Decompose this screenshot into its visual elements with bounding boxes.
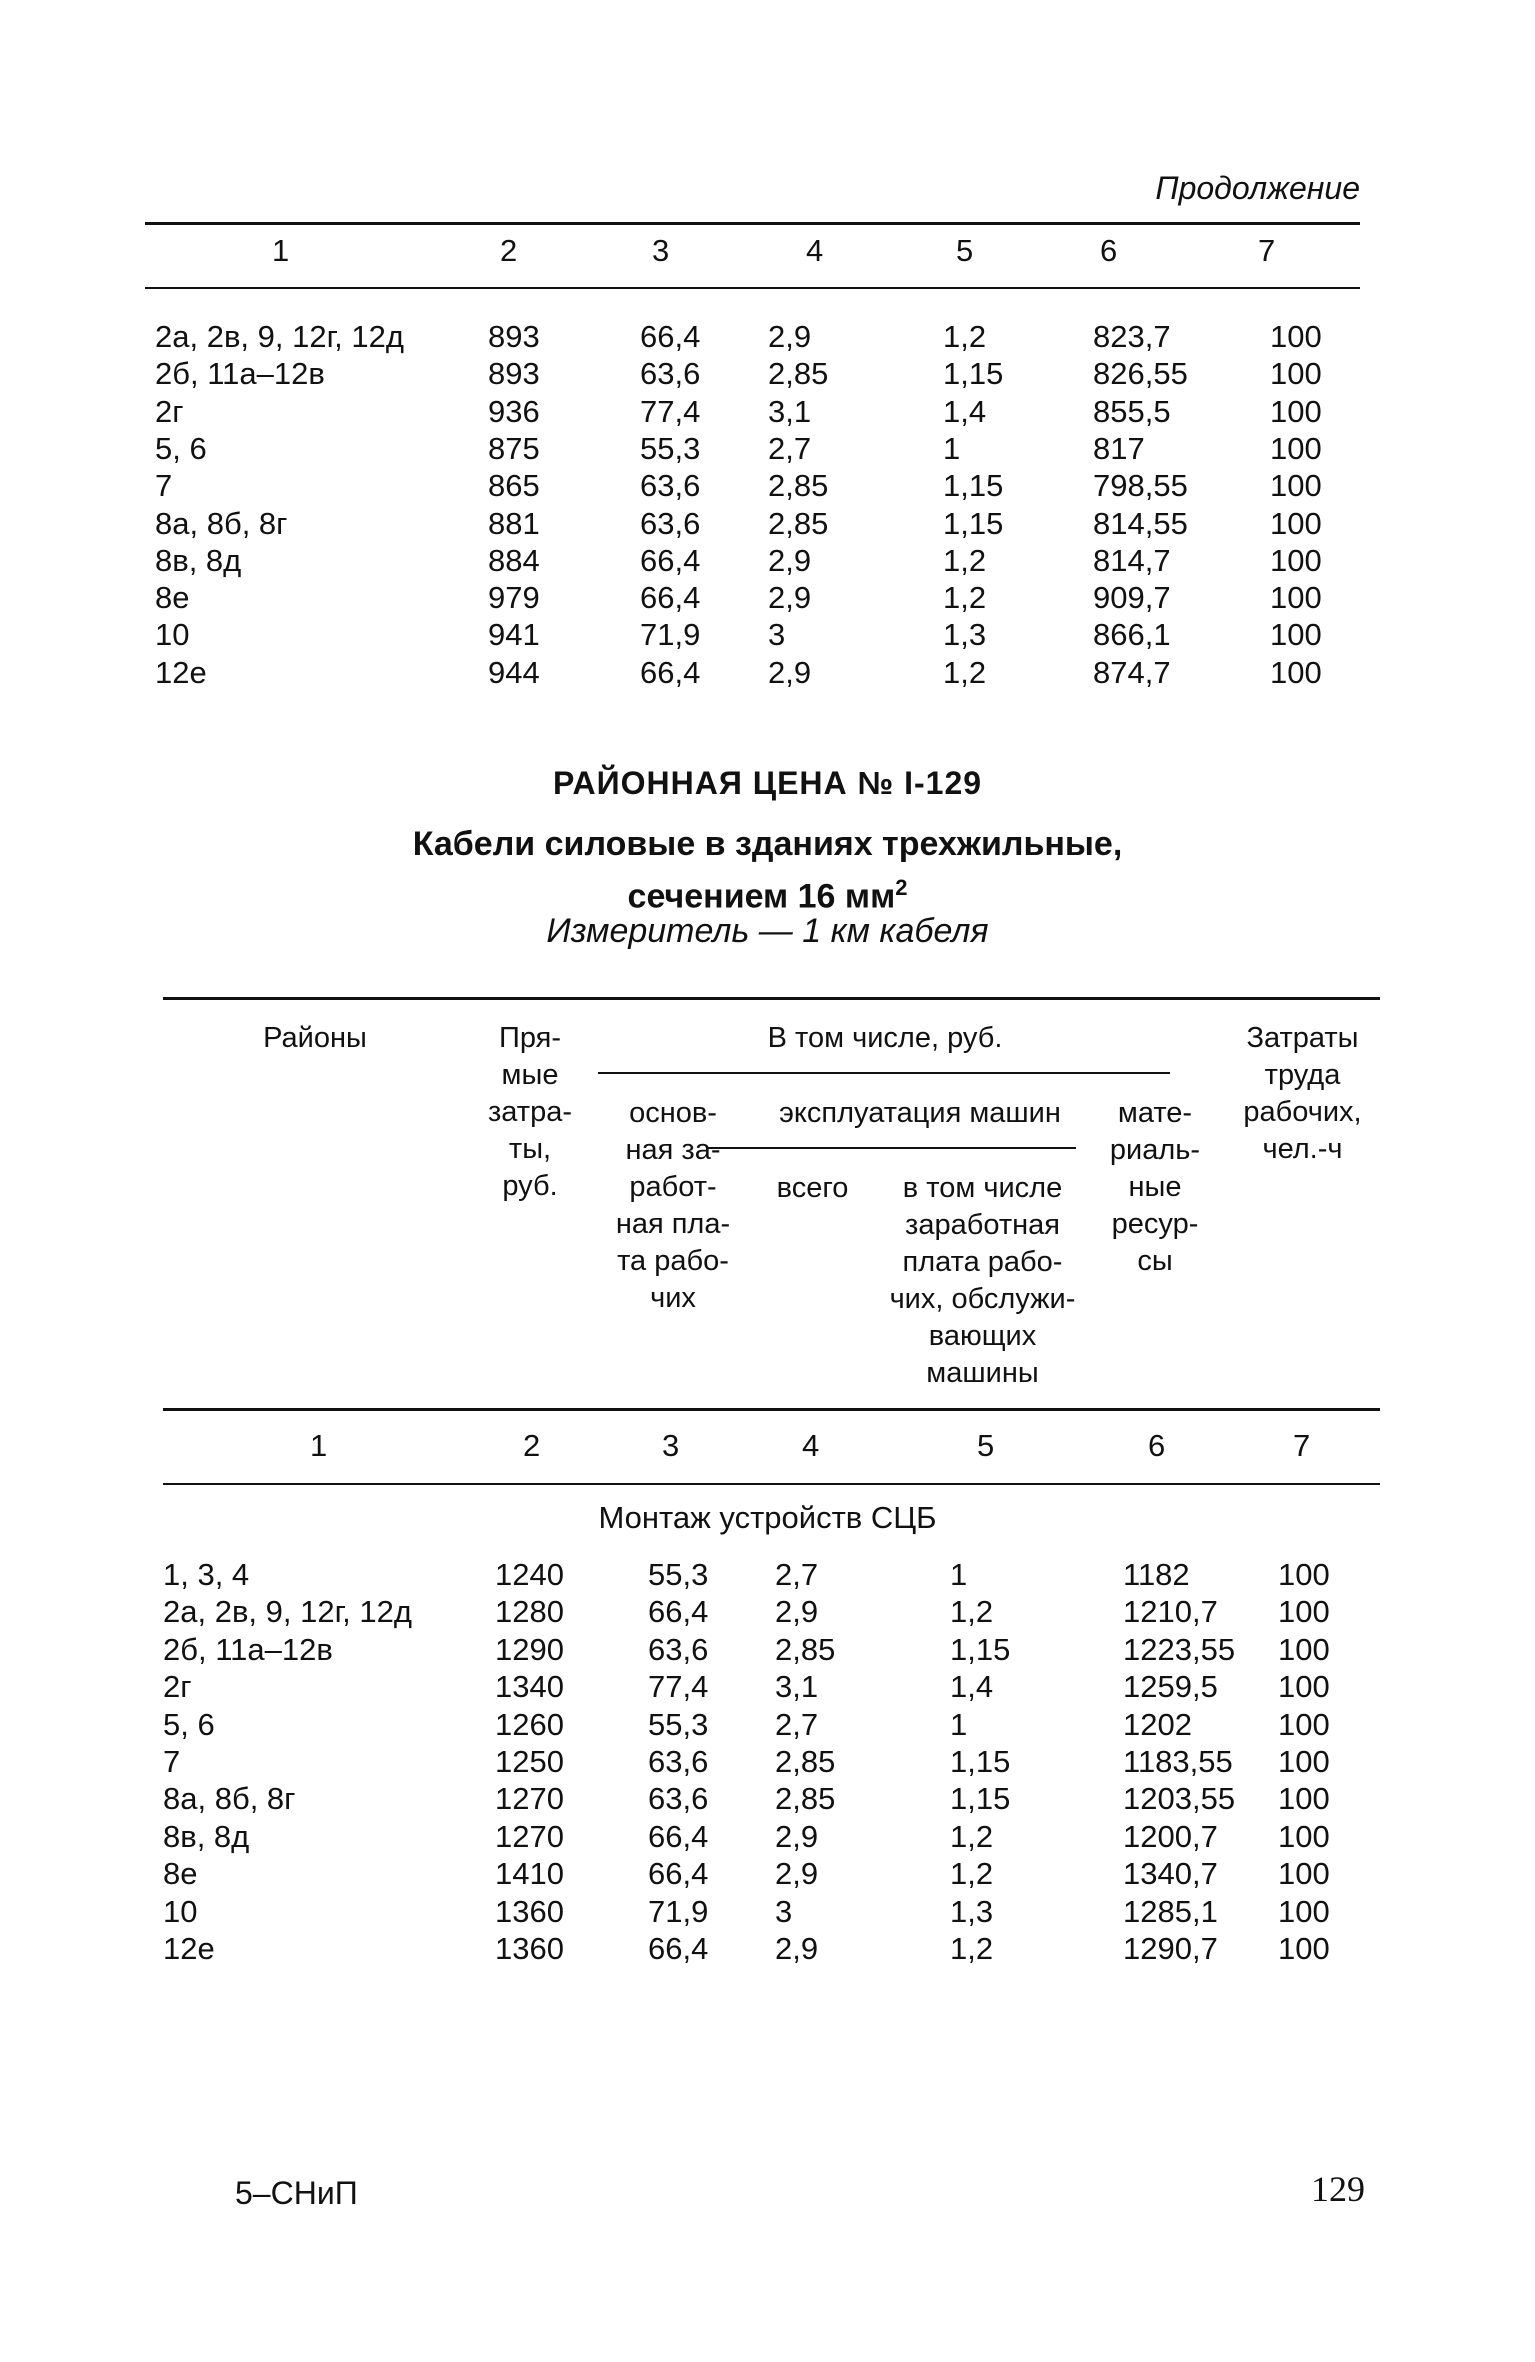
table1-cell: 2,85 bbox=[768, 468, 829, 504]
table2-cell: 66,4 bbox=[648, 1594, 709, 1630]
header-machine-wage: в том числе заработная плата рабо- чих, обслужи- вающих машины bbox=[889, 1172, 1076, 1389]
table1-cell: 100 bbox=[1270, 356, 1322, 392]
table2-cell: 1210,7 bbox=[1123, 1594, 1218, 1630]
table2-cell: 12е bbox=[163, 1931, 215, 1966]
table1-cell: 814,7 bbox=[1093, 542, 1171, 578]
table1-cell: 884 bbox=[488, 542, 540, 578]
table2-col-number: 1 bbox=[310, 1428, 328, 1463]
table1-cell: 1,15 bbox=[943, 356, 1004, 392]
table1-cell: 77,4 bbox=[640, 393, 701, 429]
table2-cell: 1,15 bbox=[950, 1744, 1011, 1779]
table2-cell: 1183,55 bbox=[1123, 1744, 1233, 1779]
table1-cell: 936 bbox=[488, 393, 540, 429]
table1-cell: 941 bbox=[488, 617, 540, 653]
table2-cell: 1182 bbox=[1123, 1557, 1190, 1592]
table1-cell: 2,9 bbox=[768, 654, 812, 690]
table1-cell: 7 bbox=[155, 468, 173, 504]
table1-cell: 881 bbox=[488, 505, 540, 541]
table1-cell: 71,9 bbox=[640, 617, 701, 653]
table2-cell: 2,9 bbox=[775, 1856, 819, 1892]
table2-cell: 1 bbox=[950, 1557, 968, 1592]
table2-col-number: 2 bbox=[523, 1428, 541, 1463]
table1-col-number: 3 bbox=[652, 233, 670, 268]
section-heading: Монтаж устройств СЦБ bbox=[598, 1500, 937, 1535]
table1-cell: 2а, 2в, 9, 12г, 12д bbox=[155, 319, 404, 354]
table2-cell: 1360 bbox=[495, 1893, 564, 1929]
table2-cell: 2б, 11а–12в bbox=[163, 1631, 333, 1667]
header-machine-operation: эксплуатация машин bbox=[779, 1097, 1061, 1129]
table1-cell: 3,1 bbox=[768, 393, 812, 429]
table1-cell: 1,2 bbox=[943, 580, 987, 616]
table1-col-number: 7 bbox=[1258, 233, 1276, 268]
table2-cell: 1203,55 bbox=[1123, 1781, 1236, 1817]
table1-header-rule bbox=[145, 287, 1360, 289]
table1-cell: 2,9 bbox=[768, 580, 812, 616]
table2-cell: 2г bbox=[163, 1669, 192, 1705]
table1-cell: 8в, 8д bbox=[155, 542, 242, 578]
table2-cell: 1, 3, 4 bbox=[163, 1557, 250, 1592]
table1-col-number: 5 bbox=[956, 233, 974, 268]
table2-col-number: 7 bbox=[1293, 1428, 1311, 1463]
table2-cell: 1200,7 bbox=[1123, 1818, 1218, 1854]
table2-cell: 7 bbox=[163, 1744, 181, 1779]
table2-cell: 8в, 8д bbox=[163, 1818, 250, 1854]
table2-cell: 66,4 bbox=[648, 1931, 709, 1966]
table2-cell: 100 bbox=[1278, 1856, 1330, 1892]
table2-cell: 100 bbox=[1278, 1818, 1330, 1854]
table2-cell: 100 bbox=[1278, 1631, 1330, 1667]
table1-cell: 66,4 bbox=[640, 542, 701, 578]
table2-cell: 63,6 bbox=[648, 1781, 709, 1817]
table1-cell: 63,6 bbox=[640, 468, 701, 504]
table2-col-number: 5 bbox=[977, 1428, 995, 1463]
table1-col-number: 2 bbox=[500, 233, 518, 268]
table1-cell: 2,9 bbox=[768, 319, 812, 354]
table2-cell: 2,9 bbox=[775, 1594, 819, 1630]
table1-cell: 8а, 8б, 8г bbox=[155, 505, 288, 541]
table1-cell: 798,55 bbox=[1093, 468, 1188, 504]
table1-cell: 1 bbox=[943, 430, 961, 466]
table1-cell: 100 bbox=[1270, 542, 1322, 578]
table2-cell: 1270 bbox=[495, 1818, 564, 1854]
table1-cell: 823,7 bbox=[1093, 319, 1171, 354]
table2-cell: 63,6 bbox=[648, 1631, 709, 1667]
table1-cell: 100 bbox=[1270, 654, 1322, 690]
table2-top-rule bbox=[163, 997, 1380, 1000]
table1-cell: 66,4 bbox=[640, 319, 701, 354]
price-title: РАЙОННАЯ ЦЕНА № I-129 bbox=[552, 765, 983, 801]
table1-cell: 979 bbox=[488, 580, 540, 616]
table2-cell: 1,2 bbox=[950, 1931, 994, 1966]
table2-cell: 1240 bbox=[495, 1557, 564, 1592]
table2-cell: 8а, 8б, 8г bbox=[163, 1781, 296, 1817]
subtitle-line1: Кабели силовые в зданиях трехжильные, bbox=[412, 825, 1123, 863]
table1-cell: 1,15 bbox=[943, 468, 1004, 504]
table1-cell: 8е bbox=[155, 580, 190, 616]
table1-cell: 1,15 bbox=[943, 505, 1004, 541]
table2-cell: 1290 bbox=[495, 1631, 564, 1667]
table2-cell: 100 bbox=[1278, 1893, 1330, 1929]
table2-cell: 1270 bbox=[495, 1781, 564, 1817]
table1-col-number: 4 bbox=[806, 233, 824, 268]
table1-cell: 66,4 bbox=[640, 580, 701, 616]
table2-cell: 1340 bbox=[495, 1669, 564, 1705]
table1-cell: 63,6 bbox=[640, 505, 701, 541]
table2-cell: 1410 bbox=[495, 1856, 564, 1892]
table1-cell: 1,4 bbox=[943, 393, 987, 429]
table2-cell: 55,3 bbox=[648, 1706, 709, 1742]
table2-cell: 71,9 bbox=[648, 1893, 709, 1929]
table1-cell: 2,7 bbox=[768, 430, 812, 466]
table2-subrule-including bbox=[598, 1072, 1170, 1074]
table1-cell: 63,6 bbox=[640, 356, 701, 392]
header-total: всего bbox=[776, 1172, 849, 1204]
header-labor: Затраты труда рабочих, чел.-ч bbox=[1243, 1022, 1362, 1165]
table1-cell: 865 bbox=[488, 468, 540, 504]
table1-cell: 944 bbox=[488, 654, 540, 690]
table2-cell: 55,3 bbox=[648, 1557, 709, 1592]
table1-cell: 100 bbox=[1270, 580, 1322, 616]
table1-cell: 55,3 bbox=[640, 430, 701, 466]
table1-cell: 100 bbox=[1270, 393, 1322, 429]
table1-cell: 826,55 bbox=[1093, 356, 1188, 392]
measure-label: Измеритель — 1 км кабеля bbox=[546, 912, 989, 950]
table1-cell: 893 bbox=[488, 356, 540, 392]
table2-cell: 1360 bbox=[495, 1931, 564, 1966]
table1-cell: 2,85 bbox=[768, 505, 829, 541]
table1-cell: 3 bbox=[768, 617, 786, 653]
table2-cell: 3 bbox=[775, 1893, 793, 1929]
table1-cell: 100 bbox=[1270, 319, 1322, 354]
table2-cell: 1,15 bbox=[950, 1631, 1011, 1667]
table2-cell: 63,6 bbox=[648, 1744, 709, 1779]
table2-cell: 2,7 bbox=[775, 1706, 819, 1742]
table2-cell: 2,9 bbox=[775, 1818, 819, 1854]
table1-cell: 10 bbox=[155, 617, 190, 653]
table1-cell: 2,9 bbox=[768, 542, 812, 578]
table2-cell: 100 bbox=[1278, 1706, 1330, 1742]
header-direct-costs: Пря- мые затра- ты, руб. bbox=[488, 1022, 572, 1202]
header-regions: Районы bbox=[263, 1022, 367, 1054]
table1-col-number: 6 bbox=[1100, 233, 1118, 268]
table1-cell: 5, 6 bbox=[155, 430, 207, 466]
table2-cell: 1 bbox=[950, 1706, 968, 1742]
table2-header-bottom-rule bbox=[163, 1408, 1380, 1411]
table2-col-number: 3 bbox=[662, 1428, 680, 1463]
table1-cell: 1,2 bbox=[943, 654, 987, 690]
table2-cell: 2,9 bbox=[775, 1931, 819, 1966]
table2-cell: 2а, 2в, 9, 12г, 12д bbox=[163, 1594, 412, 1630]
table2-cell: 3,1 bbox=[775, 1669, 819, 1705]
table2-cell: 1259,5 bbox=[1123, 1669, 1218, 1705]
table2-col-number: 4 bbox=[802, 1428, 820, 1463]
table2-cell: 100 bbox=[1278, 1781, 1330, 1817]
table2-cell: 1250 bbox=[495, 1744, 564, 1779]
table1-cell: 1,3 bbox=[943, 617, 987, 653]
table2-cell: 1,2 bbox=[950, 1818, 994, 1854]
table1-cell: 12е bbox=[155, 654, 207, 690]
table1-cell: 814,55 bbox=[1093, 505, 1188, 541]
table2-subrule-machines bbox=[708, 1147, 1076, 1149]
subtitle bbox=[0, 822, 1535, 918]
table1-cell: 2,85 bbox=[768, 356, 829, 392]
subtitle-line2 bbox=[0, 866, 1535, 918]
table2-col-number: 6 bbox=[1148, 1428, 1166, 1463]
table2-cell: 8е bbox=[163, 1856, 198, 1892]
table2-cell: 2,85 bbox=[775, 1744, 836, 1779]
header-base-wage: основ- ная за- работ- ная пла- та рабо- чих bbox=[615, 1097, 731, 1314]
table1-cell: 866,1 bbox=[1093, 617, 1171, 653]
table2-cell: 100 bbox=[1278, 1931, 1330, 1966]
table2-cell: 100 bbox=[1278, 1744, 1330, 1779]
table1-cell: 875 bbox=[488, 430, 540, 466]
subtitle-line2-text: сечением 16 мм bbox=[627, 877, 896, 916]
table1-cell: 874,7 bbox=[1093, 654, 1171, 690]
table2-cell: 66,4 bbox=[648, 1856, 709, 1892]
table2-cell: 10 bbox=[163, 1893, 198, 1929]
subtitle-superscript: 2 bbox=[895, 875, 908, 900]
table2-cell: 100 bbox=[1278, 1594, 1330, 1630]
table2-cell: 1,2 bbox=[950, 1594, 994, 1630]
table2-cell: 100 bbox=[1278, 1557, 1330, 1592]
table2-cell: 1223,55 bbox=[1123, 1631, 1236, 1667]
table1-cell: 100 bbox=[1270, 505, 1322, 541]
table1-cell: 1,2 bbox=[943, 319, 987, 354]
header-materials: мате- риаль- ные ресур- сы bbox=[1109, 1097, 1201, 1277]
table2-cell: 1285,1 bbox=[1123, 1893, 1218, 1929]
table1-cell: 66,4 bbox=[640, 654, 701, 690]
table1-cell: 1,2 bbox=[943, 542, 987, 578]
table2-cell: 2,85 bbox=[775, 1781, 836, 1817]
table1-cell: 817 bbox=[1093, 430, 1145, 466]
table2-cell: 1,2 bbox=[950, 1856, 994, 1892]
table1-cell: 100 bbox=[1270, 617, 1322, 653]
table2-cell: 66,4 bbox=[648, 1818, 709, 1854]
page-number: 129 bbox=[1311, 2169, 1365, 2209]
table2-cell: 2,7 bbox=[775, 1557, 819, 1592]
table1-cell: 893 bbox=[488, 319, 540, 354]
continuation-label: Продолжение bbox=[1155, 170, 1360, 206]
table1-top-rule bbox=[145, 222, 1360, 225]
table2-cell: 2,85 bbox=[775, 1631, 836, 1667]
header-including: В том числе, руб. bbox=[767, 1022, 1003, 1054]
table2-cell: 1290,7 bbox=[1123, 1931, 1218, 1966]
table2-cell: 1280 bbox=[495, 1594, 564, 1630]
table2-cell: 100 bbox=[1278, 1669, 1330, 1705]
table2-numbers-rule bbox=[163, 1483, 1380, 1485]
table1-cell: 855,5 bbox=[1093, 393, 1171, 429]
table2-cell: 1,15 bbox=[950, 1781, 1011, 1817]
table1-cell: 100 bbox=[1270, 430, 1322, 466]
table2-cell: 77,4 bbox=[648, 1669, 709, 1705]
table1-cell: 909,7 bbox=[1093, 580, 1171, 616]
table2-cell: 1340,7 bbox=[1123, 1856, 1218, 1892]
table1-cell: 2г bbox=[155, 393, 184, 429]
table2-cell: 5, 6 bbox=[163, 1706, 215, 1742]
table1-cell: 100 bbox=[1270, 468, 1322, 504]
table1-cell: 2б, 11а–12в bbox=[155, 356, 325, 392]
table2-cell: 1202 bbox=[1123, 1706, 1192, 1742]
table1-col-number: 1 bbox=[272, 233, 290, 268]
table2-cell: 1,4 bbox=[950, 1669, 994, 1705]
table2-cell: 1260 bbox=[495, 1706, 564, 1742]
table2-cell: 1,3 bbox=[950, 1893, 994, 1929]
footer-label: 5–СНиП bbox=[235, 2175, 358, 2211]
